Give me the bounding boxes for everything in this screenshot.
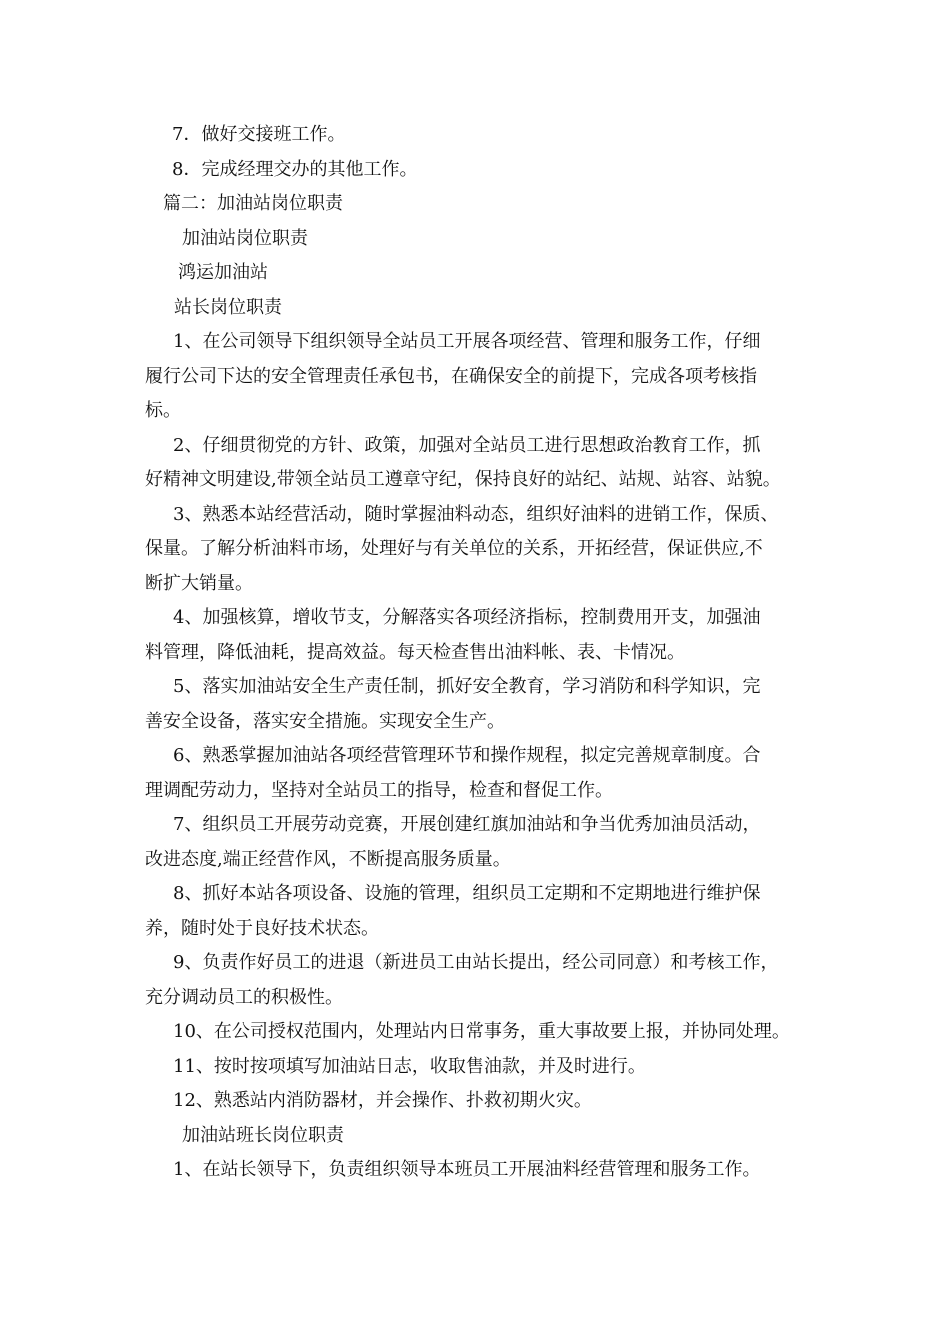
paragraph-line: 11、按时按项填写加油站日志，收取售油款，并及时进行。 xyxy=(173,1055,646,1077)
paragraph-line: 标。 xyxy=(145,400,181,421)
paragraph-line: 保量。了解分析油料市场，处理好与有关单位的关系，开拓经营，保证供应,不 xyxy=(145,538,763,559)
list-item: 8．完成经理交办的其他工作。 xyxy=(172,158,418,180)
paragraph-line: 10、在公司授权范围内，处理站内日常事务，重大事故要上报，并协同处理。 xyxy=(173,1021,790,1042)
paragraph-line: 3、熟悉本站经营活动，随时掌握油料动态，组织好油料的进销工作，保质、 xyxy=(173,503,779,525)
paragraph-line: 2、仔细贯彻党的方针、政策，加强对全站员工进行思想政治教育工作，抓 xyxy=(173,434,761,456)
section-title: 篇二：加油站岗位职责 xyxy=(163,193,343,214)
paragraph-line: 养，随时处于良好技术状态。 xyxy=(145,917,379,939)
subsection-heading: 站长岗位职责 xyxy=(174,296,282,318)
paragraph-line: 5、落实加油站安全生产责任制，抓好安全教育，学习消防和科学知识，完 xyxy=(173,676,761,697)
paragraph-line: 6、熟悉掌握加油站各项经营管理环节和操作规程，拟定完善规章制度。合 xyxy=(173,745,761,766)
paragraph-line: 12、熟悉站内消防器材，并会操作、扑救初期火灾。 xyxy=(173,1090,592,1111)
section-heading: 加油站岗位职责 xyxy=(182,227,308,249)
paragraph-line: 好精神文明建设,带领全站员工遵章守纪，保持良好的站纪、站规、站容、站貌。 xyxy=(145,469,781,490)
paragraph-line: 履行公司下达的安全管理责任承包书，在确保安全的前提下，完成各项考核指 xyxy=(145,365,757,387)
paragraph-line: 改进态度,端正经营作风，不断提高服务质量。 xyxy=(145,848,511,870)
paragraph-line: 8、抓好本站各项设备、设施的管理，组织员工定期和不定期地进行维护保 xyxy=(173,883,761,904)
paragraph-line: 1、在站长领导下，负责组织领导本班员工开展油料经营管理和服务工作。 xyxy=(173,1159,761,1180)
station-name: 鸿运加油站 xyxy=(178,262,268,283)
paragraph-line: 理调配劳动力，坚持对全站员工的指导，检查和督促工作。 xyxy=(145,779,613,801)
paragraph-line: 1、在公司领导下组织领导全站员工开展各项经营、管理和服务工作，仔细 xyxy=(173,331,761,352)
document-body xyxy=(145,118,825,1188)
paragraph-line: 充分调动员工的积极性。 xyxy=(145,986,343,1008)
paragraph-line: 4、加强核算，增收节支，分解落实各项经济指标，控制费用开支，加强油 xyxy=(173,607,761,628)
subsection-heading: 加油站班长岗位职责 xyxy=(182,1124,344,1146)
paragraph-line: 善安全设备，落实安全措施。实现安全生产。 xyxy=(145,710,505,732)
paragraph-line: 9、负责作好员工的进退（新进员工由站长提出，经公司同意）和考核工作， xyxy=(173,952,779,973)
paragraph-line: 断扩大销量。 xyxy=(145,572,253,594)
list-item: 7．做好交接班工作。 xyxy=(172,124,346,145)
paragraph-line: 7、组织员工开展劳动竞赛，开展创建红旗加油站和争当优秀加油员活动， xyxy=(173,814,761,835)
paragraph-line: 料管理，降低油耗，提高效益。每天检查售出油料帐、表、卡情况。 xyxy=(145,641,685,663)
